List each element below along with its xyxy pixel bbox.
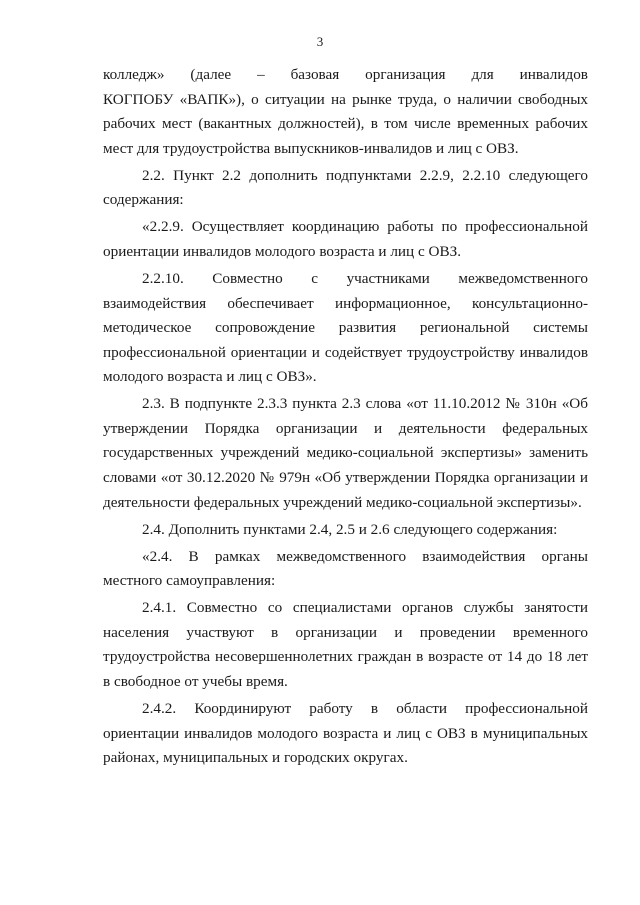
paragraph-college-info [103,63,588,161]
word: инвалидов [519,66,588,83]
word: для [471,66,494,83]
document-body [103,63,588,773]
paragraph-text: КОГПОБУ «ВАПК»), о ситуации на рынке труда, о наличии свободных рабочих мест (вакантных должностей), в том числе временных рабочих мест для трудоустройства выпускников-инвалидов и лиц с ОВЗ. [103,90,588,157]
paragraph-2-2-9: «2.2.9. Осуществляет координацию работы по профессиональной ориентации инвалидов молодого возраста и лиц с ОВЗ. [103,218,588,260]
word: 2.2.10. [142,269,184,287]
paragraph-2-2-10 [103,267,588,390]
paragraph-2-4: «2.4. В рамках межведомственного взаимодействия органы местного самоуправления: [103,547,588,590]
paragraph-first-line [103,63,588,88]
paragraph-2-2: 2.2. Пункт 2.2 дополнить подпунктами 2.2.9, 2.2.10 следующего содержания: [103,166,588,209]
paragraph-2-4-intro: 2.4. Дополнить пунктами 2.4, 2.5 и 2.6 следующего содержания: [142,520,558,538]
paragraph-2-3: 2.3. В подпункте 2.3.3 пункта 2.3 слова «от 11.10.2012 № 310н «Об утверждении Порядка организации и деятельности федеральных государственных учреждений медико-социальной экспертизы» заменить словами «от 30.12.2020 № 979н «Об утверждении Порядка организации и деятельности федеральных учреждений медико-социальной экспертизы». [103,395,588,511]
word: (далее [190,66,232,83]
paragraph-2-4-1: 2.4.1. Совместно со специалистами органов службы занятости населения участвуют в организации и проведении временного трудоустройства несовершеннолетних граждан в возрасте от 14 до 18 лет в свободное от учебы время. [103,599,588,690]
word: базовая [290,66,340,83]
word: межведомственного [458,269,588,287]
word: участниками [346,269,430,287]
paragraph-2-4-2: 2.4.2. Координируют работу в области профессиональной ориентации инвалидов молодого возраста и лиц с ОВЗ в муниципальных районах, муниципальных и городских округах. [103,699,588,767]
word: Совместно [212,269,283,287]
paragraph-first-line [103,267,588,292]
page-number: 3 [316,34,324,49]
word: – [257,66,265,83]
word: колледж» [103,66,165,83]
word: с [311,269,319,287]
word: организация [365,66,446,83]
paragraph-text: взаимодействия обеспечивает информационное, консультационно-методическое сопровождение развития региональной системы профессиональной ориентации и содействует трудоустройству инвалидов молодого возраста и лиц с ОВЗ». [103,294,588,386]
